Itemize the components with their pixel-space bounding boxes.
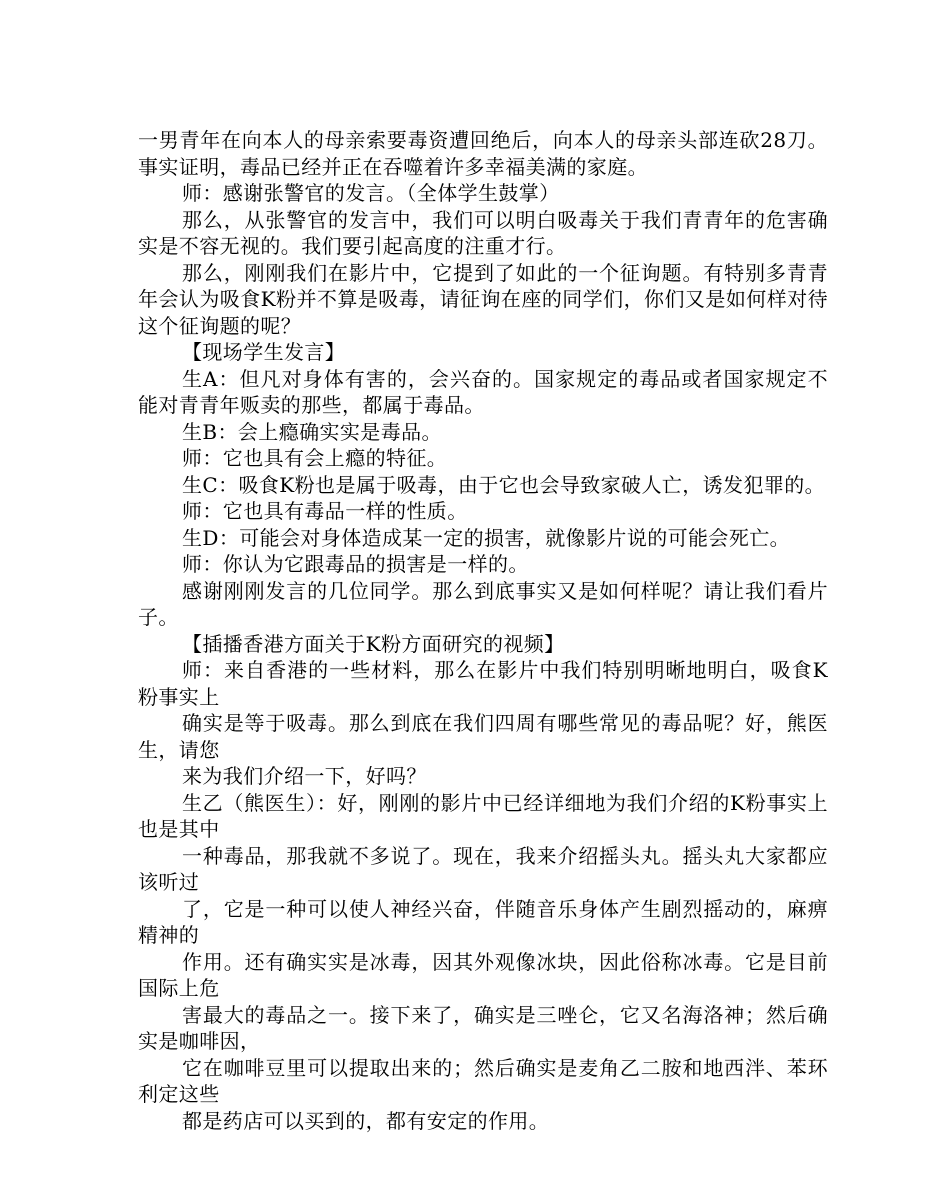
paragraph: 一男青年在向本人的母亲索要毒资遭回绝后，向本人的母亲头部连砍28刀。事实证明，毒品已经并正在吞噬着许多幸福美满的家庭。	[138, 128, 828, 179]
paragraph: 都是药店可以买到的，都有安定的作用。	[182, 1108, 550, 1133]
paragraph: 生C：吸食K粉也是属于吸毒，由于它也会导致家破人亡，诱发犯罪的。	[182, 472, 826, 497]
paragraph: 生D：可能会对身体造成某一定的损害，就像影片说的可能会死亡。	[182, 525, 791, 550]
paragraph: 害最大的毒品之一。接下来了，确实是三唑仑，它又名海洛神；然后确实是咖啡因，	[138, 1002, 828, 1053]
paragraph: 确实是等于吸毒。那么到底在我们四周有哪些常见的毒品呢？好，熊医生，请您	[138, 711, 828, 762]
paragraph: 师：来自香港的一些材料，那么在影片中我们特别明晰地明白，吸食K粉事实上	[138, 658, 828, 709]
paragraph: 师：你认为它跟毒品的损害是一样的。	[182, 552, 529, 576]
document-body	[138, 127, 828, 1134]
paragraph: 作用。还有确实实是冰毒，因其外观像冰块，因此俗称冰毒。它是目前国际上危	[138, 949, 828, 1000]
paragraph: 它在咖啡豆里可以提取出来的；然后确实是麦角乙二胺和地西泮、苯环利定这些	[138, 1055, 828, 1106]
paragraph: 师：它也具有毒品一样的性质。	[182, 499, 468, 523]
paragraph: 那么，从张警官的发言中，我们可以明白吸毒关于我们青青年的危害确实是不容无视的。我们要引起高度的注重才行。	[138, 207, 828, 258]
paragraph: 生B：会上瘾确实实是毒品。	[182, 419, 442, 444]
section-heading: 【现场学生发言】	[182, 340, 346, 364]
paragraph: 来为我们介绍一下，好吗？	[182, 764, 427, 788]
paragraph: 师：感谢张警官的发言。（全体学生鼓掌）	[182, 181, 560, 205]
paragraph: 一种毒品，那我就不多说了。现在，我来介绍摇头丸。摇头丸大家都应该听过	[138, 843, 828, 894]
section-heading: 【插播香港方面关于K粉方面研究的视频】	[182, 631, 565, 656]
paragraph: 生A：但凡对身体有害的，会兴奋的。国家规定的毒品或者国家规定不能对青青年贩卖的那些，都属于毒品。	[138, 366, 828, 417]
paragraph: 那么，刚刚我们在影片中，它提到了如此的一个征询题。有特别多青青年会认为吸食K粉并不算是吸毒，请征询在座的同学们，你们又是如何样对待这个征询题的呢？	[138, 260, 828, 338]
paragraph: 师：它也具有会上瘾的特征。	[182, 446, 448, 470]
paragraph: 了，它是一种可以使人神经兴奋，伴随音乐身体产生剧烈摇动的，麻痹精神的	[138, 896, 828, 947]
paragraph: 生乙（熊医生）：好，刚刚的影片中已经详细地为我们介绍的K粉事实上也是其中	[138, 790, 828, 841]
paragraph: 感谢刚刚发言的几位同学。那么到底事实又是如何样呢？请让我们看片子。	[138, 578, 828, 629]
